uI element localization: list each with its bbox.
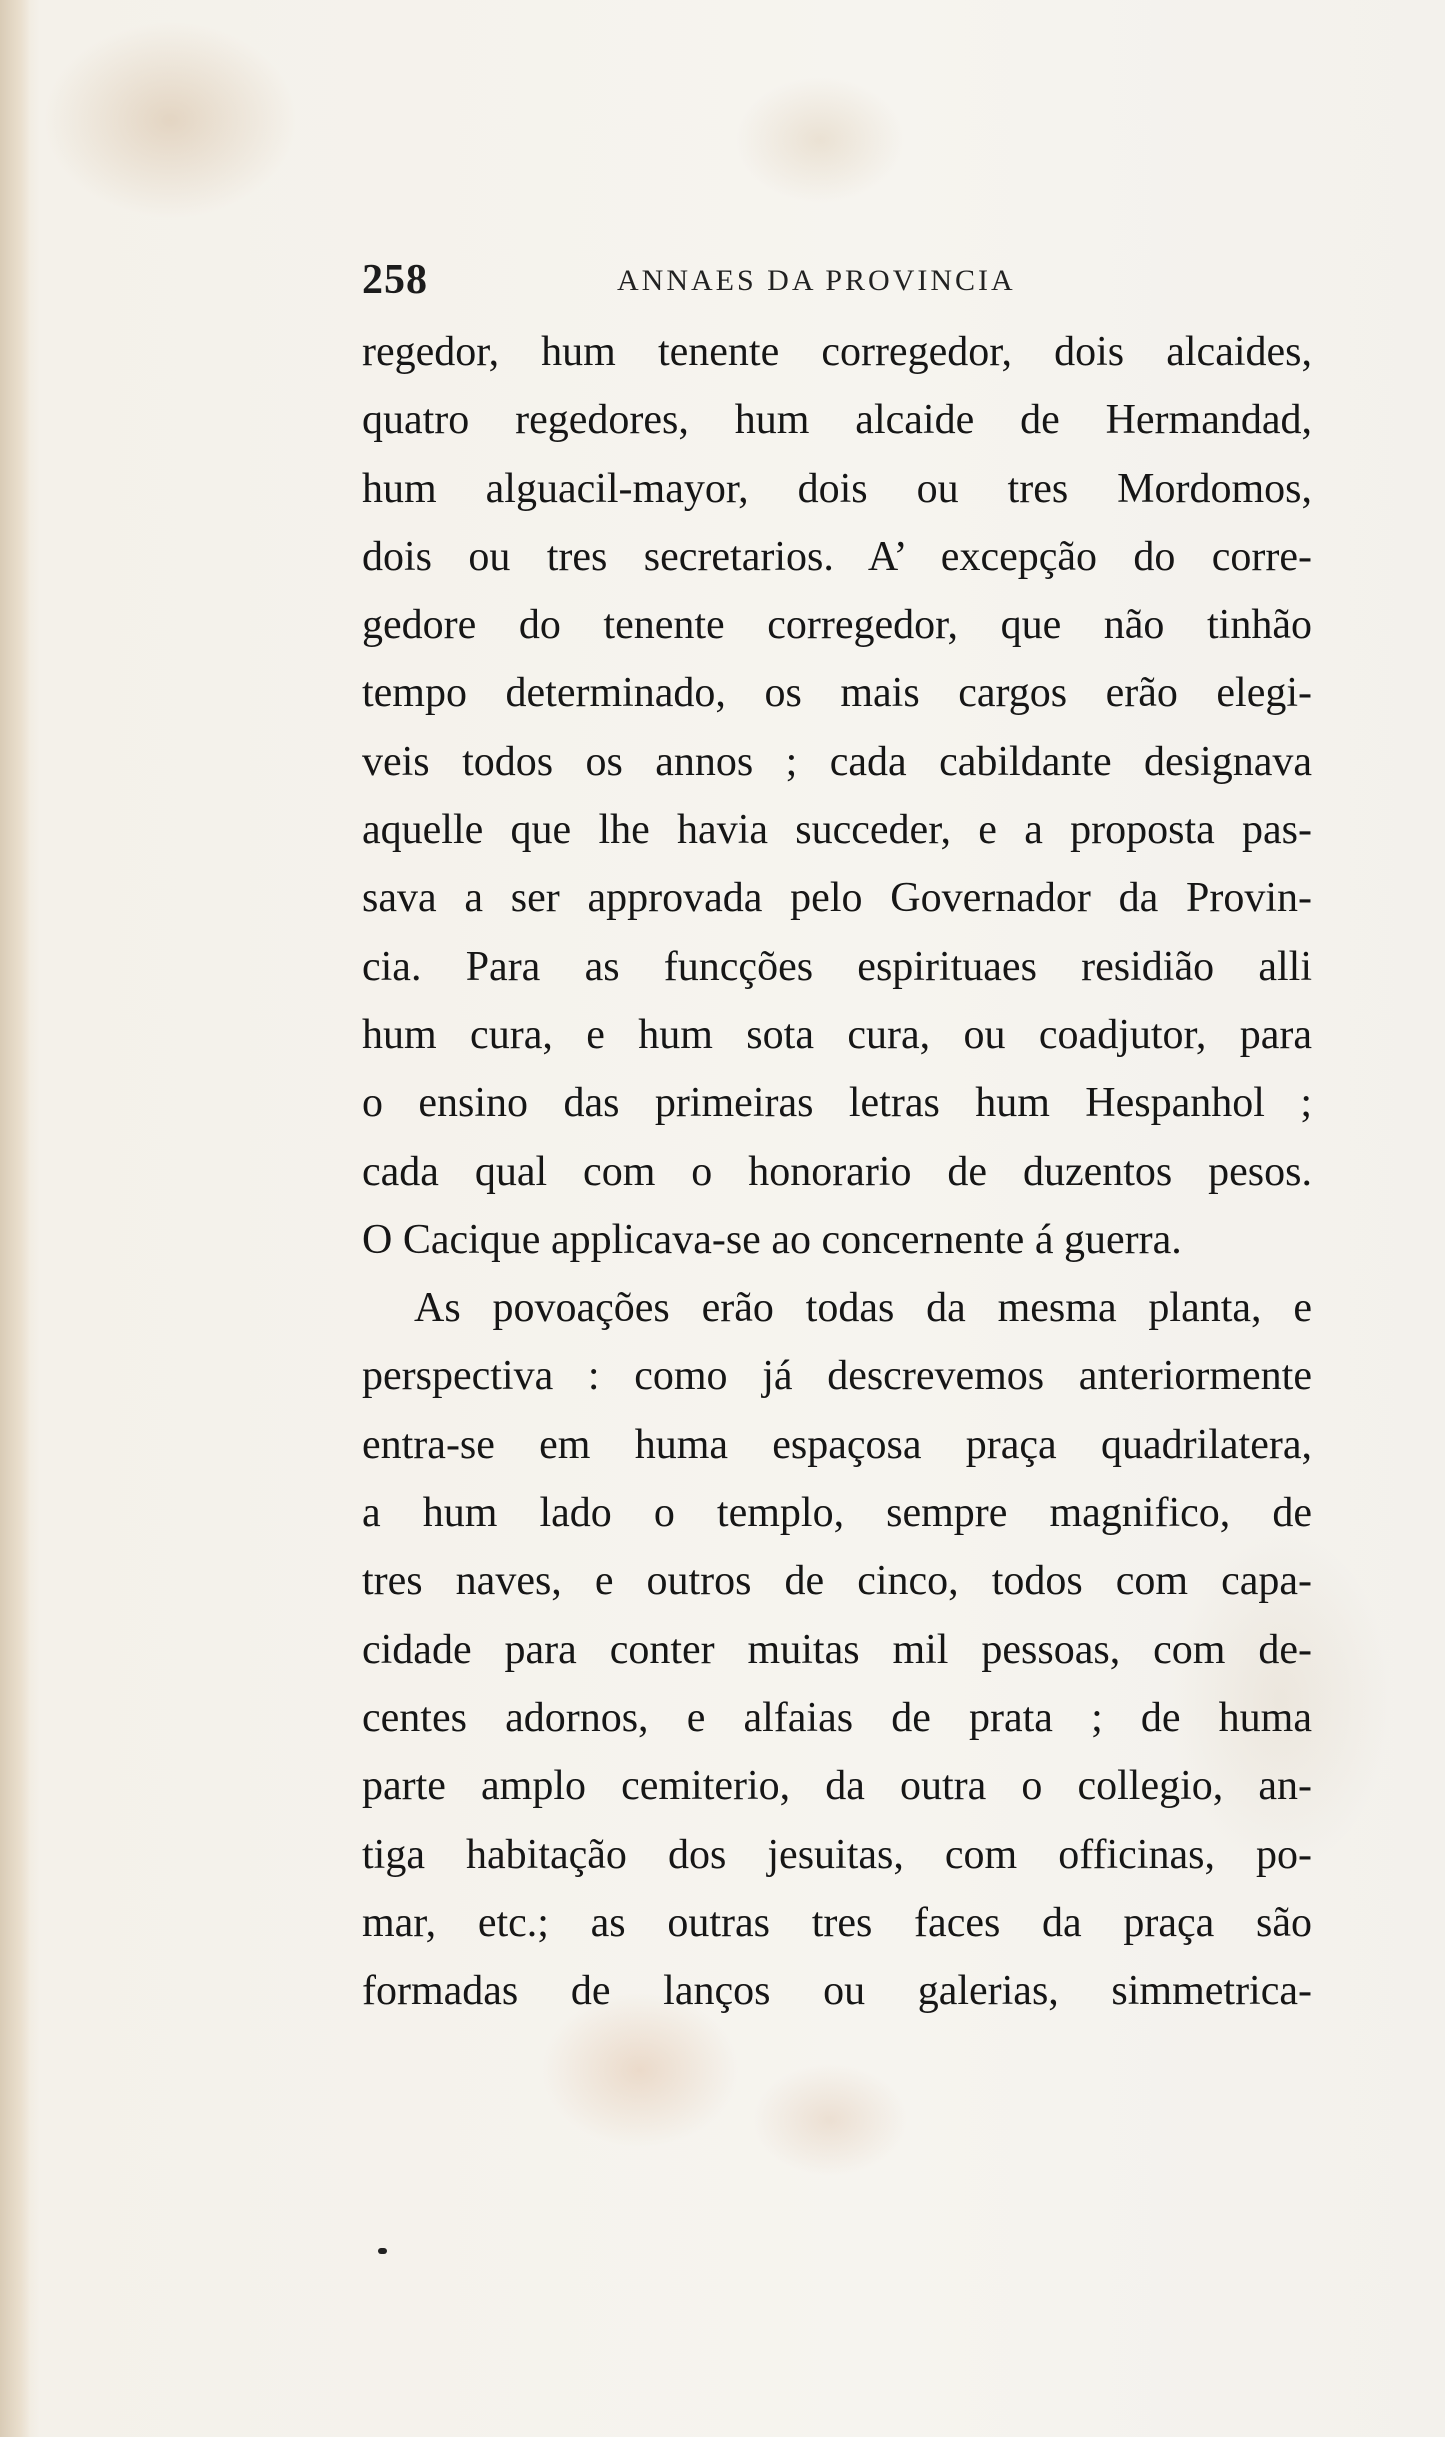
text-line: tempo determinado, os mais cargos erão elegi- — [362, 670, 1312, 717]
text-line: cada qual com o honorario de duzentos pesos. — [362, 1148, 1312, 1195]
text-line: tres naves, e outros de cinco, todos com capa- — [362, 1558, 1312, 1605]
text-line: O Cacique applicava-se ao concernente á guerra. — [362, 1216, 1182, 1263]
ink-speck — [378, 2248, 387, 2254]
page-header — [362, 250, 1307, 310]
text-line: hum cura, e hum sota cura, ou coadjutor, para — [362, 1011, 1312, 1058]
body-text — [362, 318, 1312, 2025]
text-line: hum alguacil-mayor, dois ou tres Mordomos, — [362, 465, 1312, 512]
text-line: parte amplo cemiterio, da outra o collegio, an- — [362, 1763, 1312, 1810]
text-line: a hum lado o templo, sempre magnifico, de — [362, 1490, 1312, 1537]
text-line: o ensino das primeiras letras hum Hespanhol ; — [362, 1080, 1312, 1127]
text-line: dois ou tres secretarios. A’ excepção do corre- — [362, 533, 1312, 580]
text-line: aquelle que lhe havia succeder, e a proposta pas- — [362, 807, 1312, 854]
text-line: centes adornos, e alfaias de prata ; de huma — [362, 1694, 1312, 1741]
text-line: quatro regedores, hum alcaide de Hermandad, — [362, 397, 1312, 444]
text-line: entra-se em huma espaçosa praça quadrilatera, — [362, 1421, 1312, 1468]
text-line: mar, etc.; as outras tres faces da praça são — [362, 1899, 1312, 1946]
running-head: ANNAES DA PROVINCIA — [617, 264, 1016, 297]
text-line: formadas de lanços ou galerias, simmetrica- — [362, 1968, 1312, 2015]
text-line: perspectiva : como já descrevemos anteriormente — [362, 1353, 1312, 1400]
text-line: cidade para conter muitas mil pessoas, com de- — [362, 1626, 1312, 1673]
page-edge — [0, 0, 30, 2437]
text-line: tiga habitação dos jesuitas, com officinas, po- — [362, 1831, 1312, 1878]
text-line: sava a ser approvada pelo Governador da Provin- — [362, 875, 1312, 922]
text-line: veis todos os annos ; cada cabildante designava — [362, 738, 1312, 785]
text-line: cia. Para as funcções espirituaes residião alli — [362, 943, 1312, 990]
text-line: gedore do tenente corregedor, que não tinhão — [362, 602, 1312, 649]
paragraph-start-line: As povoações erão todas da mesma planta, e — [414, 1285, 1312, 1332]
page-number: 258 — [362, 257, 428, 303]
text-line: regedor, hum tenente corregedor, dois alcaides, — [362, 329, 1312, 375]
